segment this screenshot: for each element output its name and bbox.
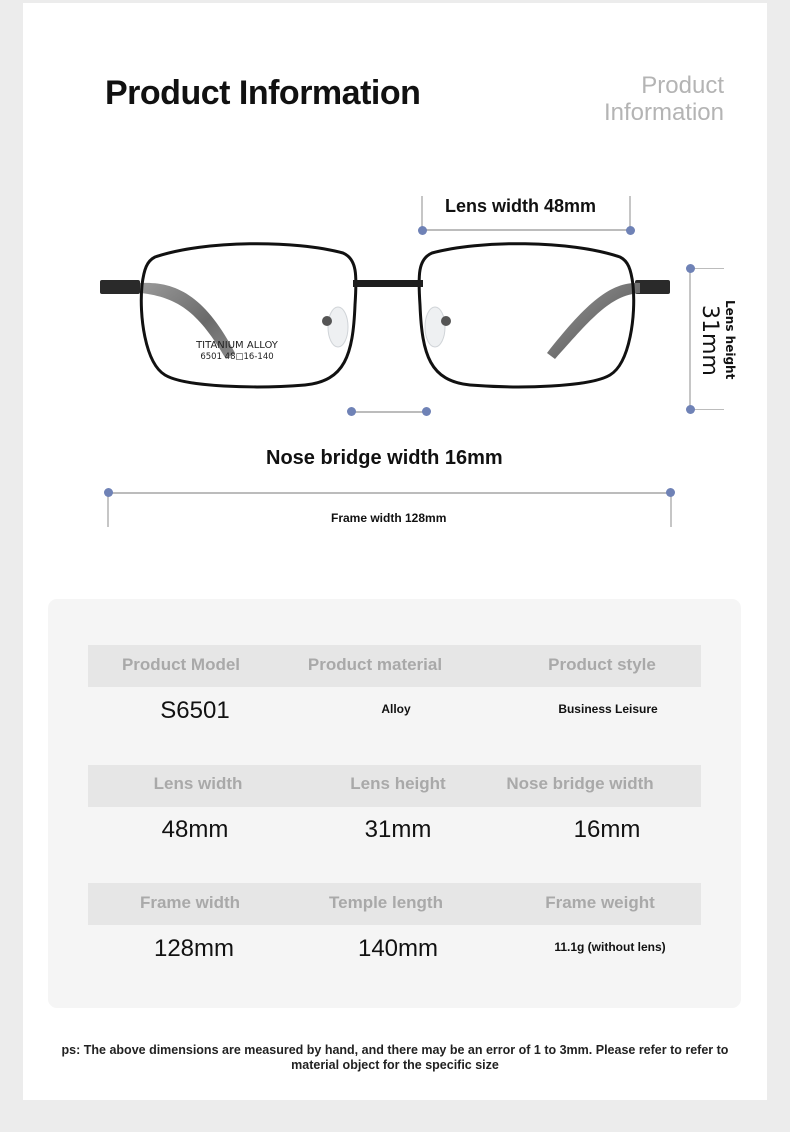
header-frame-weight: Frame weight	[545, 893, 655, 912]
right-hinge	[635, 280, 670, 294]
lens-height-line	[689, 268, 691, 409]
header-product-style: Product style	[548, 655, 656, 674]
value-lens-width: 48mm	[161, 816, 229, 843]
ghost-title-line1: Product	[641, 72, 724, 99]
lens-width-right-tick	[629, 196, 631, 230]
ghost-title-line2: Information	[603, 99, 724, 126]
bridge	[353, 280, 423, 287]
nose-bridge-line	[352, 411, 426, 413]
lens-width-left-tick	[421, 196, 423, 230]
frame-width-label: Frame width 128mm	[331, 511, 447, 525]
value-frame-width: 128mm	[153, 935, 235, 962]
right-lens-rim	[419, 244, 634, 387]
header-nose-bridge-width: Nose bridge width	[506, 774, 654, 793]
value-nose-bridge-width: 16mm	[573, 816, 641, 843]
lens-height-top-tick	[690, 268, 724, 269]
header-lens-width: Lens width	[153, 774, 243, 793]
right-nose-pad	[425, 307, 445, 347]
frame-print-line2: 6501 48□16-140	[200, 352, 274, 362]
value-temple-length: 140mm	[357, 935, 439, 962]
nose-bridge-dot-left	[347, 407, 356, 416]
lens-width-dot-right	[626, 226, 635, 235]
right-pad-arm	[441, 316, 451, 326]
frame-width-left-tick	[107, 493, 109, 527]
lens-width-line	[423, 229, 630, 231]
lens-width-label: Lens width 48mm	[445, 196, 597, 216]
lens-height-value: 31mm	[697, 305, 722, 376]
left-hinge	[100, 280, 140, 294]
header-product-model: Product Model	[121, 655, 241, 674]
nose-bridge-label: Nose bridge width 16mm	[266, 447, 503, 469]
header-temple-length: Temple length	[329, 893, 443, 912]
frame-print-line1: TITANIUM ALLOY	[196, 340, 278, 351]
nose-bridge-dot-right	[422, 407, 431, 416]
value-product-style: Business Leisure	[558, 702, 658, 716]
ghost-title	[604, 72, 724, 126]
lens-height-bottom-tick	[690, 409, 724, 410]
left-nose-pad	[328, 307, 348, 347]
lens-height-dot-bottom	[686, 405, 695, 414]
header-lens-height: Lens height	[350, 774, 446, 793]
left-pad-arm	[322, 316, 332, 326]
value-frame-weight: 11.1g (without lens)	[554, 940, 666, 954]
glasses-illustration	[95, 235, 680, 405]
measurement-footnote: ps: The above dimensions are measured by hand, and there may be an error of 1 to 3mm. Please refer to refer to material object for the specific size	[61, 1043, 729, 1072]
header-product-material: Product material	[307, 655, 443, 674]
left-lens-rim	[141, 244, 356, 387]
frame-width-right-tick	[670, 493, 672, 527]
lens-height-label: Lens height	[723, 300, 737, 380]
value-product-model: S6501	[160, 697, 230, 724]
frame-width-dot-left	[104, 488, 113, 497]
value-lens-height: 31mm	[364, 816, 432, 843]
lens-width-dot-left	[418, 226, 427, 235]
lens-height-dot-top	[686, 264, 695, 273]
frame-width-line	[108, 492, 671, 494]
value-product-material: Alloy	[381, 702, 411, 716]
page-title: Product Information	[105, 74, 421, 112]
header-frame-width: Frame width	[139, 893, 241, 912]
frame-width-dot-right	[666, 488, 675, 497]
